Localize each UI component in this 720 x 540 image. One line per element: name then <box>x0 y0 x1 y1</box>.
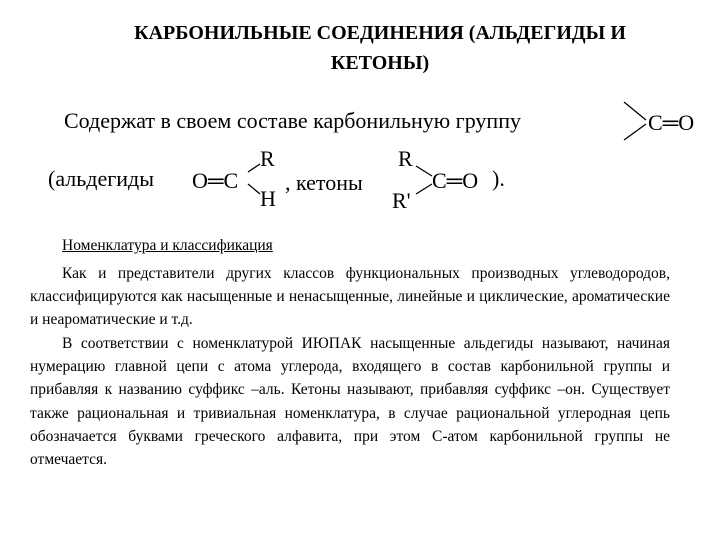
ketone-r2: R' <box>392 188 411 213</box>
ketone-structure <box>392 148 502 215</box>
aldehyde-h: H <box>260 186 276 211</box>
bond-lower <box>624 124 646 140</box>
title-line-2: КЕТОНЫ) <box>330 52 430 74</box>
carbonyl-group-structure <box>620 100 710 151</box>
ketone-svg <box>392 146 502 213</box>
paragraph-1: Как и представители других классов функциональных производных углеводородов, классифицируются как насыщенные и ненасыщенные, линейные и циклические, ароматические и неароматические и т.д. <box>30 265 670 329</box>
aldehyde-bond-r <box>248 164 260 172</box>
bond-upper <box>624 102 646 120</box>
aldehyde-svg <box>192 148 292 210</box>
aldehyde-bond-h <box>248 184 260 194</box>
title-line-1: КАРБОНИЛЬНЫЕ СОЕДИНЕНИЯ (АЛЬДЕГИДЫ И <box>134 22 626 44</box>
ketone-bond-r1 <box>416 166 432 176</box>
ketone-r1: R <box>398 146 413 171</box>
formula-closing: ). <box>492 166 505 191</box>
ketone-co: C═O <box>432 168 479 193</box>
page-title <box>60 18 700 78</box>
carbonyl-text: C═O <box>648 110 695 135</box>
paragraph-2: В соответствии с номенклатурой ИЮПАК насыщенные альдегиды называют, начиная нумерацию главной цепи с атома углерода, входящего в состав карбонильной группы и прибавляя к названию суффикс –аль. Кетоны называют, прибавляя суффикс –он. Существует также рациональная и тривиальная номенклатура, в случае рациональной углеродная цепь обозначается буквами греческого алфавита, при этом С-атом карбонильной группы не отмечается. <box>30 335 670 469</box>
ketone-bond-r2 <box>416 184 432 194</box>
section-heading: Номенклатура и классификация <box>62 237 273 254</box>
aldehydes-label: (альдегиды <box>48 166 155 191</box>
aldehyde-structure <box>192 148 292 215</box>
aldehyde-r: R <box>260 146 275 171</box>
ketones-label: , кетоны <box>285 170 363 195</box>
aldehyde-oc: O═C <box>192 168 239 193</box>
carbonyl-group-svg <box>620 100 710 146</box>
intro-text: Содержат в своем составе карбонильную группу <box>64 108 521 133</box>
